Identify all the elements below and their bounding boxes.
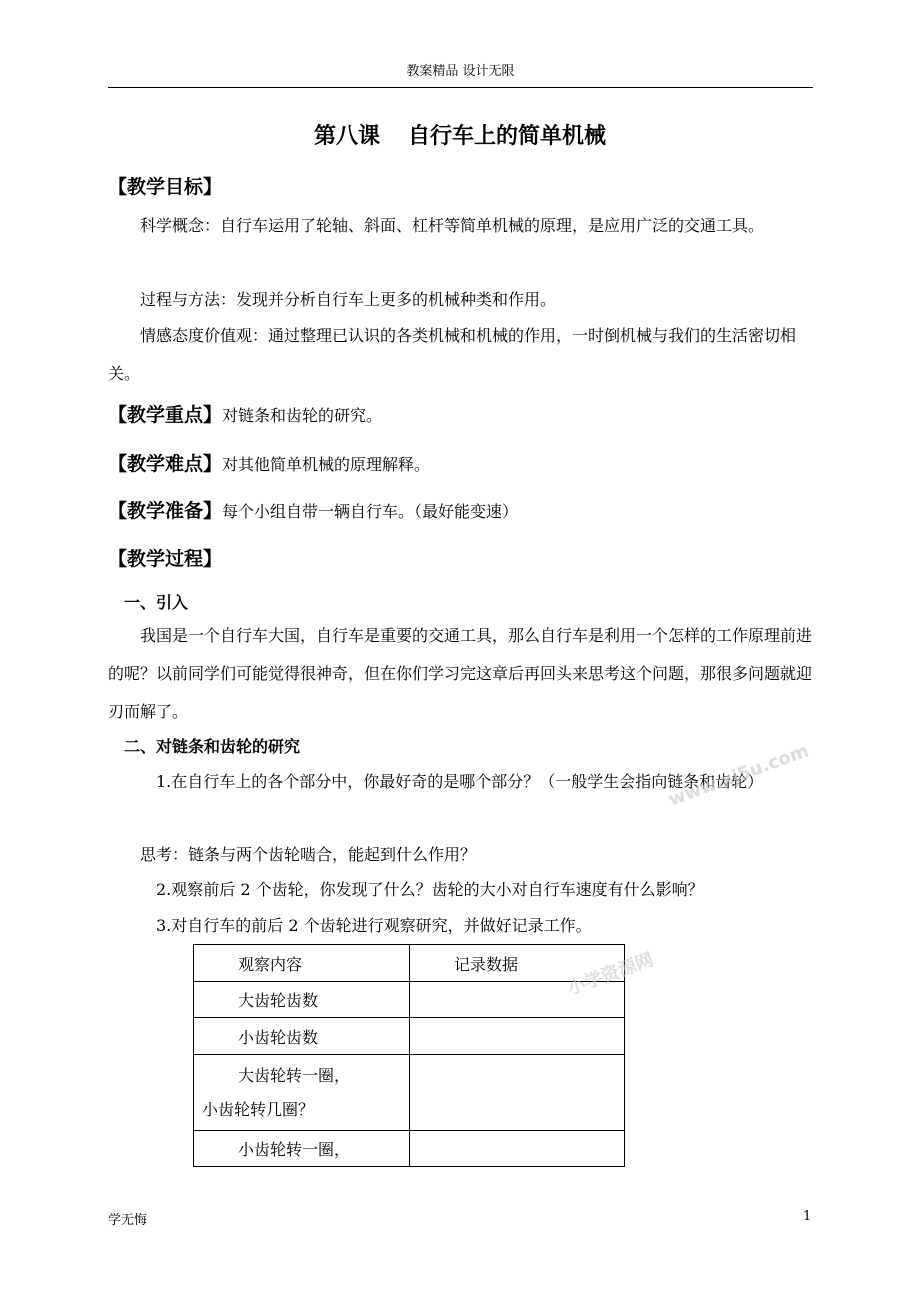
table-header-row: [194, 945, 625, 982]
key-point-text: 对链条和齿轮的研究。: [222, 406, 383, 425]
observation-table: [193, 944, 625, 1167]
section2-item1: 1.在自行车上的各个部分中，你最好奇的是哪个部分？（一般学生会指向链条和齿轮）: [156, 772, 764, 791]
table-row: [194, 1055, 625, 1131]
table-row: [194, 982, 625, 1018]
table-cell-label: 小齿轮齿数: [194, 1018, 410, 1055]
footer-left: 学无悔: [108, 1213, 148, 1228]
section2-think: 思考：链条与两个齿轮啮合，能起到什么作用？: [140, 845, 477, 864]
goals-concept: 科学概念：自行车运用了轮轴、斜面、杠杆等简单机械的原理，是应用广泛的交通工具。: [140, 216, 765, 235]
table-cell-value: [410, 1018, 625, 1055]
section2-item3: 3.对自行车的前后 2 个齿轮进行观察研究，并做好记录工作。: [156, 916, 592, 935]
prep: [108, 496, 518, 523]
prep-text: 每个小组自带一辆自行车。（最好能变速）: [222, 502, 519, 521]
table-cell-line: 小齿轮转几圈？: [202, 1099, 315, 1119]
section1-text: 我国是一个自行车大国，自行车是重要的交通工具，那么自行车是利用一个怎样的工作原理前进的呢？以前同学们可能觉得很神奇，但在你们学习完这章后再回头来思考这个问题，那很多问题就迎刃而解了。: [108, 626, 813, 721]
watermark-text: 小学资源网: [564, 949, 657, 1000]
table-cell-label: 小齿轮转一圈，: [194, 1131, 410, 1167]
table-cell-value: [410, 1055, 625, 1131]
goals-heading: 【教学目标】: [108, 176, 223, 198]
table-header-cell: 记录数据: [410, 945, 625, 982]
goals-method: 过程与方法：发现并分析自行车上更多的机械种类和作用。: [140, 290, 557, 309]
table-cell-value: [410, 1131, 625, 1167]
difficulty: [108, 449, 430, 476]
lesson-topic: 自行车上的简单机械: [408, 124, 607, 149]
prep-heading: 【教学准备】: [108, 500, 223, 522]
page-title: [0, 119, 920, 150]
lesson-number: 第八课: [313, 124, 380, 149]
difficulty-text: 对其他简单机械的原理解释。: [222, 455, 431, 474]
table-header-cell: 观察内容: [194, 945, 410, 982]
page-number: 1: [803, 1209, 812, 1224]
key-point-heading: 【教学重点】: [108, 404, 223, 426]
table-row: [194, 1018, 625, 1055]
section2-title: 二、对链条和齿轮的研究: [124, 737, 301, 756]
table-row: [194, 1131, 625, 1167]
process-heading: 【教学过程】: [108, 548, 223, 570]
section1-title: 一、引入: [124, 593, 189, 612]
difficulty-heading: 【教学难点】: [108, 453, 223, 475]
page-header: 教案精品 设计无限: [108, 60, 813, 88]
key-point: [108, 400, 382, 427]
table-cell-label: 大齿轮齿数: [194, 982, 410, 1018]
watermark-url: www.xj5u.com: [665, 740, 812, 811]
table-cell-label: [194, 1055, 410, 1131]
table-cell-line: 大齿轮转一圈，: [238, 1065, 351, 1085]
section2-item2: 2.观察前后 2 个齿轮，你发现了什么？齿轮的大小对自行车速度有什么影响？: [156, 880, 704, 899]
goals-emotion: 情感态度价值观：通过整理已认识的各类机械和机械的作用，一时倒机械与我们的生活密切相关。: [108, 326, 797, 383]
